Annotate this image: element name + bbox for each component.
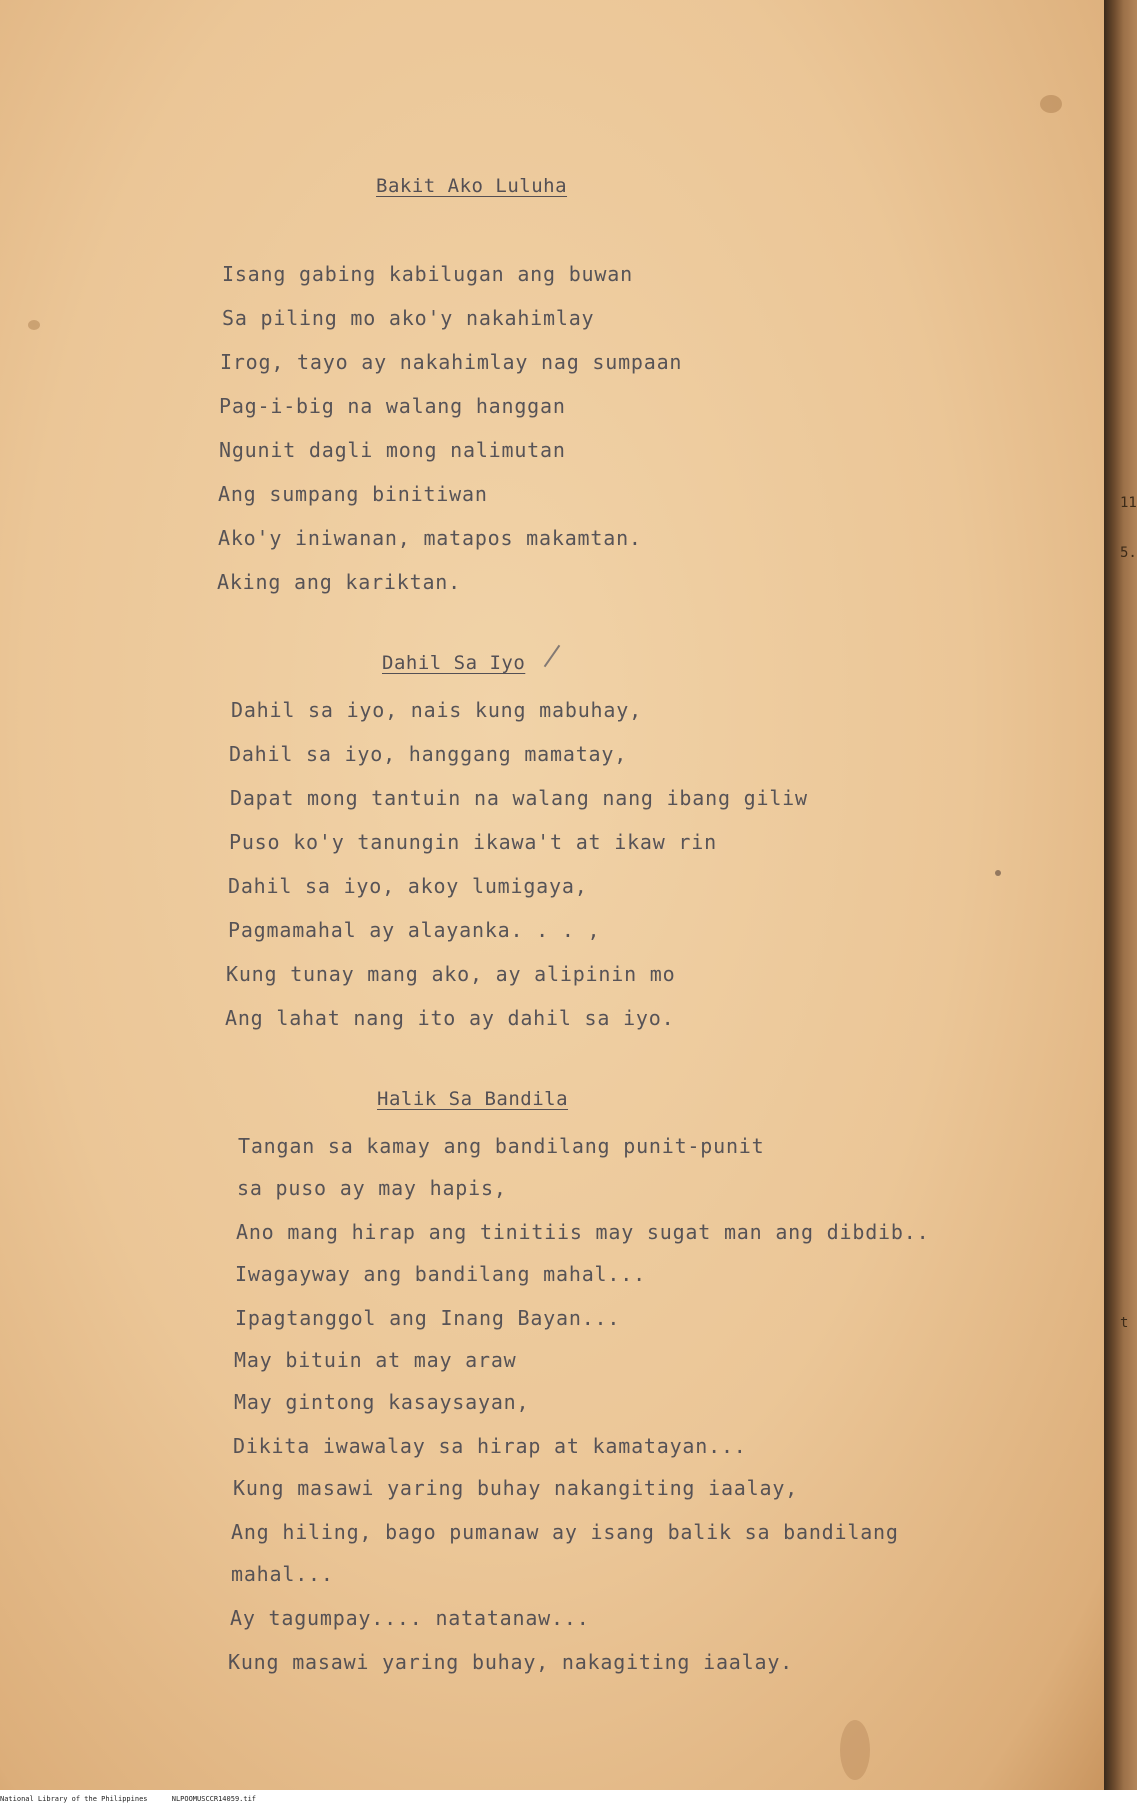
poem-line: Sa piling mo ako'y nakahimlay <box>222 306 595 330</box>
poem-line: Ang sumpang binitiwan <box>218 482 488 506</box>
stain-mark <box>1040 95 1062 113</box>
poem-line: mahal... <box>231 1562 334 1586</box>
poem-line: Ang hiling, bago pumanaw ay isang balik sa bandilang <box>231 1520 899 1544</box>
poem-line: Ako'y iniwanan, matapos makamtan. <box>218 526 642 550</box>
edge-mark: 5. <box>1120 545 1137 561</box>
poem-line: Puso ko'y tanungin ikawa't at ikaw rin <box>229 830 717 854</box>
poem-line: Dahil sa iyo, nais kung mabuhay, <box>231 698 642 722</box>
poem-line: Kung masawi yaring buhay nakangiting iaalay, <box>233 1476 799 1500</box>
poem-line: Ay tagumpay.... natatanaw... <box>230 1606 590 1630</box>
poem-line: Isang gabing kabilugan ang buwan <box>222 262 633 286</box>
poem-line: Dahil sa iyo, hanggang mamatay, <box>229 742 628 766</box>
poem-line: May gintong kasaysayan, <box>234 1390 530 1414</box>
poem-line: Kung tunay mang ako, ay alipinin mo <box>226 962 676 986</box>
scan-footer <box>0 1790 1137 1808</box>
edge-mark: t <box>1120 1315 1129 1331</box>
poem-line: Iwagayway ang bandilang mahal... <box>235 1262 646 1286</box>
poem-line: Pag-i-big na walang hanggan <box>219 394 566 418</box>
edge-mark: 11 <box>1120 495 1137 511</box>
poem-title: Bakit Ako Luluha <box>376 175 568 197</box>
page-binding-edge <box>1104 0 1137 1808</box>
poem-line: Ano mang hirap ang tinitiis may sugat man ang dibdib.. <box>236 1220 930 1244</box>
file-id: NLPOOMUSCCR14059.tif <box>171 1795 257 1803</box>
poem-line: Aking ang kariktan. <box>217 570 461 594</box>
stain-mark <box>995 870 1001 876</box>
poem-line: sa puso ay may hapis, <box>237 1176 507 1200</box>
poem-line: Dahil sa iyo, akoy lumigaya, <box>228 874 588 898</box>
poem-title: Halik Sa Bandila <box>377 1088 569 1110</box>
library-credit: National Library of the Philippines <box>0 1795 148 1803</box>
poem-line: Ang lahat nang ito ay dahil sa iyo. <box>225 1006 675 1030</box>
poem-line: Ngunit dagli mong nalimutan <box>219 438 566 462</box>
poem-line: May bituin at may araw <box>234 1348 517 1372</box>
poem-line: Tangan sa kamay ang bandilang punit-punit <box>238 1134 765 1158</box>
stain-mark <box>28 320 40 330</box>
poem-line: Irog, tayo ay nakahimlay nag sumpaan <box>220 350 683 374</box>
poem-line: Pagmamahal ay alayanka. . . , <box>228 918 601 942</box>
poem-line: Ipagtanggol ang Inang Bayan... <box>235 1306 621 1330</box>
stain-mark <box>840 1720 870 1780</box>
poem-line: Dikita iwawalay sa hirap at kamatayan... <box>233 1434 747 1458</box>
poem-line: Kung masawi yaring buhay, nakagiting iaalay. <box>228 1650 794 1674</box>
poem-title: Dahil Sa Iyo <box>382 652 526 674</box>
poem-line: Dapat mong tantuin na walang nang ibang giliw <box>230 786 808 810</box>
